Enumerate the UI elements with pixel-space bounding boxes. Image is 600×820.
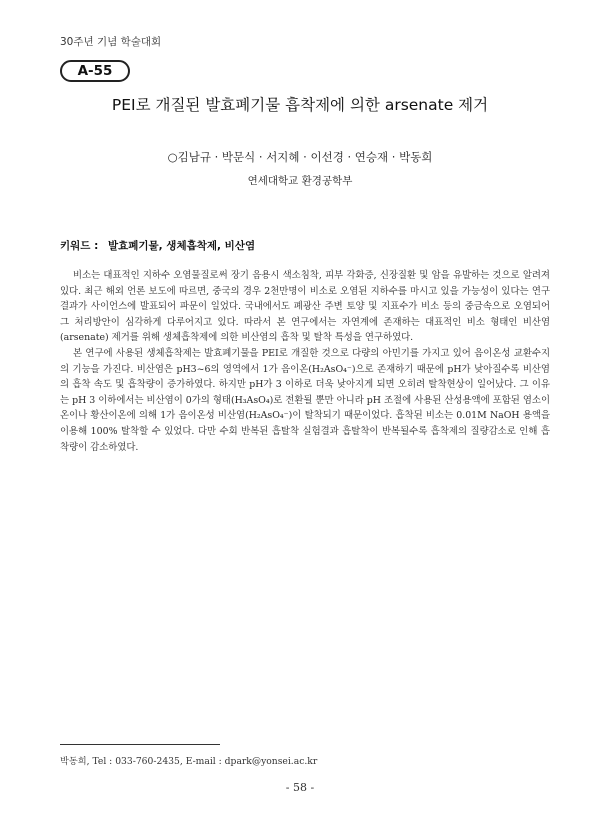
conference-header: 30주년 기념 학술대회	[60, 36, 162, 48]
footnote-divider	[60, 744, 220, 745]
abstract-body	[60, 268, 550, 455]
abstract-paragraph-1: 비소는 대표적인 지하수 오염물질로써 장기 음용시 색소침착, 피부 각화증, 신장질환 및 암을 유발하는 것으로 알려져 있다. 최근 해외 언론 보도에 따르면, 중국의 경우 2천만명이 비소로 오염된 지하수를 마시고 있을 가능성이 있다는 연구 결과가 사이언스에 발표되어 파문이 일었다. 국내에서도 폐광산 주변 토양 및 지표수가 비소 등의 중금속으로 오염되어 그 처리방안이 심각하게 다루어지고 있다. 따라서 본 연구에서는 자연계에 존재하는 대표적인 비소 형태인 비산염(arsenate) 제거를 위해 생체흡착제에 의한 비산염의 흡착 및 탈착 특성을 연구하였다.	[60, 270, 550, 344]
keywords-line	[60, 238, 255, 253]
keywords-label: 키워드 :	[60, 240, 99, 252]
paper-id-badge: A-55	[60, 60, 130, 82]
abstract-paragraph-2: 본 연구에 사용된 생체흡착제는 발효폐기물을 PEI로 개질한 것으로 다량의 아민기를 가지고 있어 음이온성 교환수지의 기능을 가진다. 비산염은 pH3~6의 영역에서 1가 음이온(H₂AsO₄⁻)으로 존재하기 때문에 pH가 낮아질수록 비산염의 흡착 속도 및 흡착량이 증가하였다. 하지만 pH가 3 이하로 더욱 낮아지게 되면 오히려 탈착현상이 일어났다. 그 이유는 pH 3 이하에서는 비산염이 0가의 형태(H₃AsO₄)로 전환될 뿐만 아니라 pH 조절에 사용된 산성용액에 포함된 염소이온이나 황산이온에 의해 1가 음이온성 비산염(H₂AsO₄⁻)이 탈착되기 때문이었다. 흡착된 비소는 0.01M NaOH 용액을 이용해 100% 탈착할 수 있었다. 다만 수회 반복된 흡탈착 실험결과 흡탈착이 반복될수록 흡착제의 질량감소로 인해 흡착량이 감소하였다.	[60, 347, 550, 453]
author-affiliation: 연세대학교 환경공학부	[247, 175, 353, 187]
corresponding-author-footnote: 박동희, Tel : 033-760-2435, E-mail : dpark@yonsei.ac.kr	[60, 756, 318, 767]
page-number: - 58 -	[285, 781, 315, 794]
paper-title: PEI로 개질된 발효폐기물 흡착제에 의한 arsenate 제거	[111, 96, 489, 114]
keywords-value: 발효폐기물, 생체흡착제, 비산염	[107, 240, 256, 252]
author-list: ○김남규 · 박문식 · 서지혜 · 이선경 · 연승재 · 박동희	[167, 150, 433, 164]
